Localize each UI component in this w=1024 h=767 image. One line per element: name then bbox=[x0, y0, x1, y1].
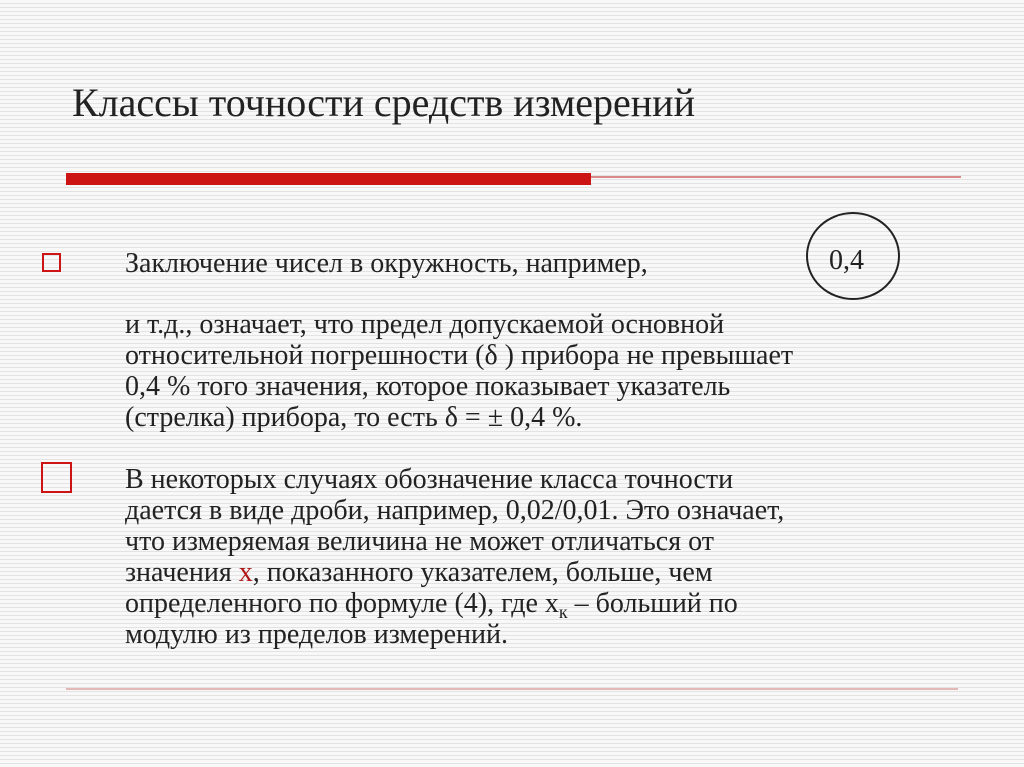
text-line bbox=[125, 557, 784, 588]
text-line: (стрелка) прибора, то есть δ = ± 0,4 %. bbox=[125, 402, 583, 433]
text-line: дается в виде дроби, например, 0,02/0,01. Это означает, bbox=[125, 495, 785, 526]
footer-divider-line bbox=[66, 688, 958, 690]
subscript-k: к bbox=[558, 602, 568, 622]
text-line: что измеряемая величина не может отличаться от bbox=[125, 526, 714, 557]
bullet1-first-line: Заключение чисел в окружность, например, bbox=[125, 248, 648, 279]
text-line bbox=[125, 588, 784, 622]
text-line: В некоторых случаях обозначение класса точности bbox=[125, 464, 734, 495]
text-segment: , показанного указателем, больше, чем bbox=[252, 557, 713, 588]
square-bullet-icon bbox=[42, 253, 61, 272]
text-segment: – больший по bbox=[567, 588, 738, 619]
title-accent-bar bbox=[66, 173, 591, 185]
bullet1-paragraph bbox=[125, 309, 793, 433]
slide-title: Классы точности средств измерений bbox=[72, 80, 695, 125]
text-line: и т.д., означает, что предел допускаемой основной bbox=[125, 309, 725, 340]
text-segment: определенного по формуле (4), где x bbox=[125, 588, 559, 619]
square-bullet-icon bbox=[41, 462, 72, 493]
text-line: 0,4 % того значения, которое показывает указатель bbox=[125, 371, 731, 402]
text-line: модулю из пределов измерений. bbox=[125, 619, 508, 650]
circle-value: 0,4 bbox=[829, 245, 864, 276]
variable-x: x bbox=[238, 557, 253, 588]
title-divider-line bbox=[591, 176, 961, 178]
text-line: относительной погрешности (δ ) прибора не превышает bbox=[125, 340, 794, 371]
text-segment: значения bbox=[125, 557, 239, 588]
bullet2-paragraph bbox=[125, 464, 784, 650]
